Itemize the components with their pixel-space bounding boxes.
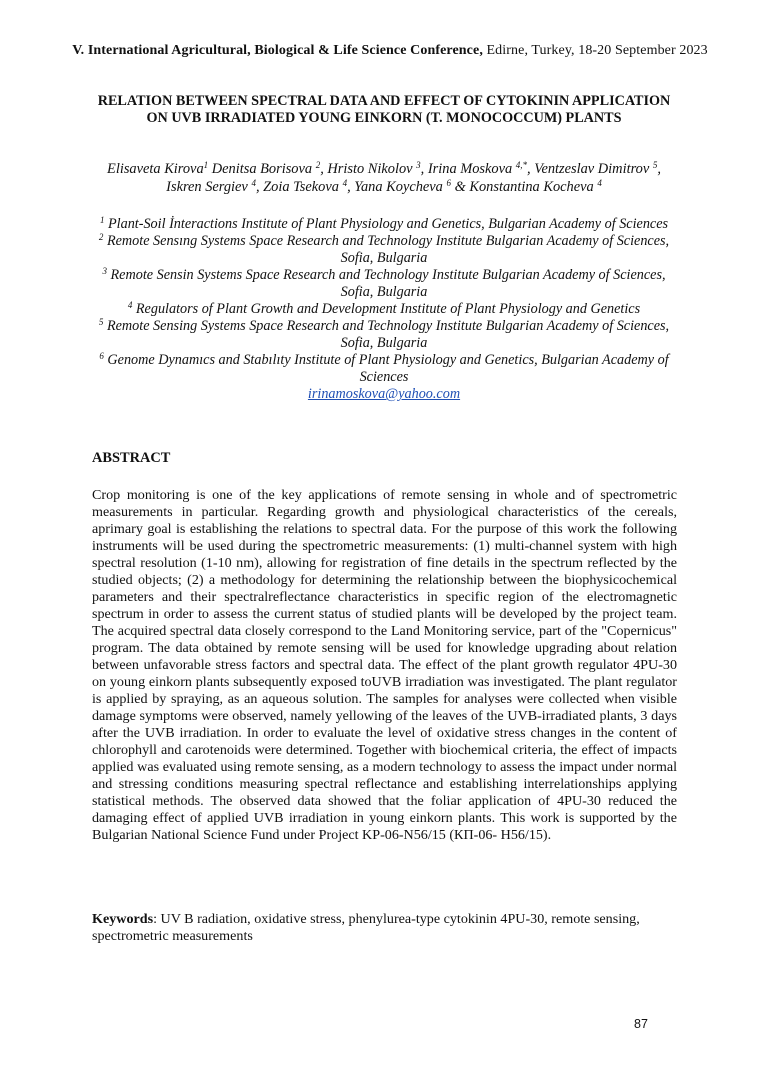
author-sup: 5 xyxy=(652,160,658,170)
affiliation-list xyxy=(92,216,676,403)
affiliation: $^5$ Remote Sensing Systems Space Research and Technology Institute Bulgarian Academy of Sciences, Sofia, Bulgaria xyxy=(98,317,670,351)
page-number: 87 xyxy=(634,1017,648,1031)
author-sup: 6 xyxy=(446,178,451,188)
author-sup: 3 xyxy=(416,160,421,170)
keywords xyxy=(92,911,677,945)
author: Elisaveta Kirova xyxy=(107,161,204,177)
affiliation: $^1$ Plant-Soil İnteractions Institute of Plant Physiology and Genetics, Bulgarian Academy of Sciences xyxy=(99,215,669,232)
abstract-heading: ABSTRACT xyxy=(92,450,171,466)
author: Denitsa Borisova xyxy=(211,161,313,177)
author: Konstantina Kocheva xyxy=(469,179,594,195)
affiliation: $^2$ Remote Sensıng Systems Space Research and Technology Institute Bulgarian Academy of Sciences, Sofia, Bulgaria xyxy=(98,232,670,266)
author-sup: 2 xyxy=(315,160,321,170)
author: Irina Moskova xyxy=(427,161,513,177)
email-link[interactable]: irinamoskova@yahoo.com xyxy=(307,386,461,402)
conference-location-date: Edirne, Turkey, 18-20 September 2023 xyxy=(482,43,708,58)
keywords-label: Keywords xyxy=(92,911,154,927)
author-sup: 4 xyxy=(342,178,348,188)
author-sup: 4 xyxy=(597,178,602,188)
running-header xyxy=(60,43,720,59)
abstract-text: Crop monitoring is one of the key applications of remote sensing in whole and of spectrometric measurements in particular. Regarding growth and physiological characteristics of the cereals, aprimary goal is establishing the relations to spectral data. For the purpose of this work the following instruments will be used during the spectrometric measurements: (1) multi-channel system with high spectral resolution (1-10 nm), allowing for registration of fine details in the spectrum reflected by the studied objects; (2) a methodology for determining the relationship between the biophysicochemical parameters and their spectralreflectance characteristics in specific region of the electromagnetic spectrum in order to assess the current status of studied plants will be developed by the project team. The acquired spectral data closely correspond to the Land Monitoring service, part of the "Copernicus" program. The data obtained by remote sensing will be used for knowledge upgrading about relation between unfavorable stress factors and spectral data. The effect of the plant growth regulator 4PU-30 on young einkorn plants subsequently exposed toUVB irradiation was investigated. The plant regulator is applied by spraying, as an aqueous solution. The samples for analyses were collected when visible damage symptoms were observed, namely yellowing of the leaves of the UVB-irradiated plants, 3 days after the UVB irradiation. In order to evaluate the level of oxidative stress changes in the content of chlorophyll and carotenoids were determined. Together with biochemical criteria, the effect of impacts applied was evaluated using remote sensing, as a modern technology to assess the impact under normal and stressing conditions measuring spectral reflectance and establishing interrelationships applying statistical methods. The observed data showed that the foliar application of 4PU-30 reduced the damaging effect of applied UVB irradiation in young einkorn plants. This work is supported by the Bulgarian National Science Fund under Project KP-06-N56/15 (КП-06- Н56/15). xyxy=(92,487,677,844)
author-sup: 4,* xyxy=(515,160,528,170)
affiliation: $^3$ Remote Sensin Systems Space Research and Technology Institute Bulgarian Academy of Sciences, Sofia, Bulgaria xyxy=(102,266,666,300)
author: Hristo Nikolov xyxy=(327,161,413,177)
conference-name: V. International Agricultural, Biological & Life Science Conference, xyxy=(72,43,483,58)
keywords-text: : UV B radiation, oxidative stress, phenylurea-type cytokinin 4PU-30, remote sensing, spectrometric measurements xyxy=(92,911,640,944)
paper-title: RELATION BETWEEN SPECTRAL DATA AND EFFECT OF CYTOKININ APPLICATION ON UVB IRRADIATED YOUNG EINKORN (T. MONOCOCCUM) PLANTS xyxy=(97,93,671,126)
author-sup: 1 xyxy=(203,160,209,170)
author-sup: 4 xyxy=(251,178,256,188)
author: Iskren Sergiev xyxy=(166,179,248,195)
author: Zoia Tsekova xyxy=(263,179,339,195)
author-list: Elisaveta Kirova$^1$ Denitsa Borisova $^2$, Hristo Nikolov $^3$, Irina Moskova $^{4,*}$, Ventzeslav Dimitrov $^5$, Iskren Sergiev $^4$, Zoia Tsekova $^4$, Yana Koycheva $^6$ & Konstantina Kocheva $^4$ xyxy=(107,160,661,195)
affiliation: $^4$ Regulators of Plant Growth and Development Institute of Plant Physiology and Genetics xyxy=(127,300,641,317)
author: Ventzeslav Dimitrov xyxy=(534,161,650,177)
affiliation: $^6$ Genome Dynamıcs and Stabılıty Institute of Plant Physiology and Genetics, Bulgarian Academy of Sciences xyxy=(99,351,669,385)
author: Yana Koycheva xyxy=(354,179,443,195)
